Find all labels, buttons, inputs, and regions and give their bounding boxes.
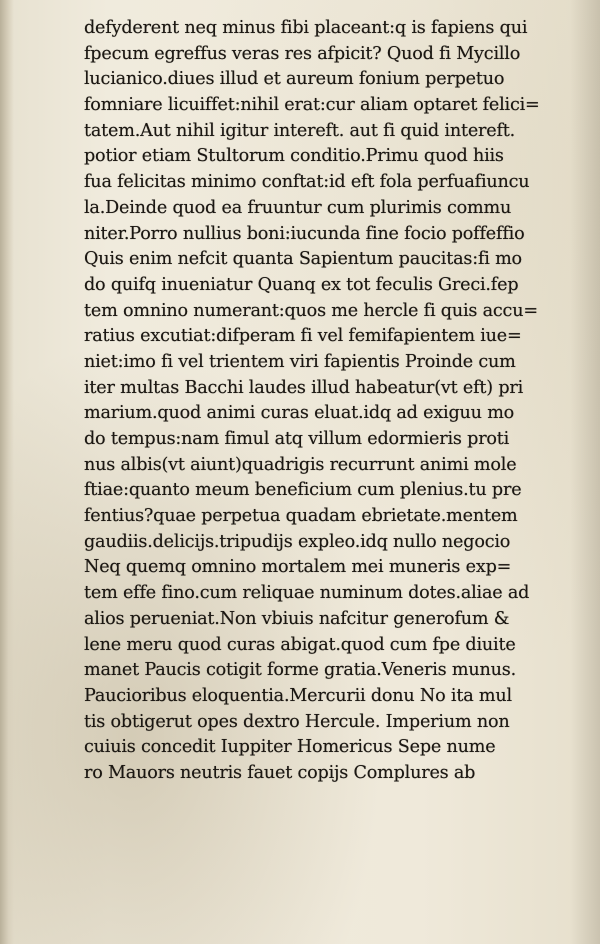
text-line: niet:imo fi vel trientem viri fapientis Proinde cum bbox=[84, 351, 516, 372]
text-line: alios perueniat.Non vbiuis nafcitur generofum & bbox=[84, 608, 510, 629]
page-edge-shadow bbox=[570, 0, 600, 944]
text-line: lene meru quod curas abigat.quod cum fpe diuite bbox=[84, 634, 516, 655]
text-line: nus albis(vt aiunt)quadrigis recurrunt animi mole bbox=[84, 454, 517, 475]
text-line: fua felicitas minimo conftat:id eft fola perfuafiuncu bbox=[84, 172, 530, 193]
text-line: tem effe fino.cum reliquae numinum dotes.aliae ad bbox=[84, 583, 530, 604]
text-line: fomniare licuiffet:nihil erat:cur aliam optaret felici= bbox=[84, 95, 540, 116]
text-line: ro Mauors neutris fauet copijs Complures ab bbox=[84, 762, 476, 783]
text-line: tis obtigerut opes dextro Hercule. Imperium non bbox=[84, 711, 510, 732]
text-line: do tempus:nam fimul atq villum edormieris proti bbox=[84, 429, 510, 449]
text-line: Neq quemq omnino mortalem mei muneris exp= bbox=[84, 557, 512, 578]
text-line: iter multas Bacchi laudes illud habeatur(vt eft) pri bbox=[84, 377, 524, 398]
text-line: do quifq inueniatur Quanq ex tot feculis Greci.fep bbox=[84, 274, 519, 295]
text-line: la.Deinde quod ea fruuntur cum plurimis commu bbox=[84, 197, 512, 218]
text-line: niter.Porro nullius boni:iucunda fine focio poffeffio bbox=[84, 223, 525, 244]
text-line: gaudiis.delicijs.tripudijs expleo.idq nullo negocio bbox=[84, 531, 511, 552]
text-line: Quis enim nefcit quanta Sapientum paucitas:fi mo bbox=[84, 249, 522, 270]
text-line: ratius excutiat:difperam fi vel femifapientem iue= bbox=[84, 326, 522, 347]
text-block bbox=[84, 16, 564, 787]
text-line: cuiuis concedit Iuppiter Homericus Sepe nume bbox=[84, 737, 496, 758]
text-line: fentius?quae perpetua quadam ebrietate.mentem bbox=[84, 506, 518, 527]
text-line: potior etiam Stultorum conditio.Primu quod hiis bbox=[84, 146, 504, 167]
text-line: tem omnino numerant:quos me hercle fi quis accu= bbox=[84, 300, 538, 321]
text-line: tatem.Aut nihil igitur intereft. aut fi quid intereft. bbox=[84, 120, 516, 141]
text-line: fpecum egreffus veras res afpicit? Quod fi Mycillo bbox=[84, 43, 521, 64]
text-line: defyderent neq minus fibi placeant:q is fapiens qui bbox=[84, 18, 528, 38]
page-gutter bbox=[0, 0, 14, 944]
text-line: Paucioribus eloquentia.Mercurii donu No ita mul bbox=[84, 685, 512, 706]
text-line: ftiae:quanto meum beneficium cum plenius.tu pre bbox=[84, 480, 522, 501]
text-line: lucianico.diues illud et aureum fonium perpetuo bbox=[84, 69, 505, 90]
text-line: manet Paucis cotigit forme gratia.Veneris munus. bbox=[84, 660, 516, 681]
text-line: marium.quod animi curas eluat.idq ad exiguu mo bbox=[84, 403, 515, 424]
